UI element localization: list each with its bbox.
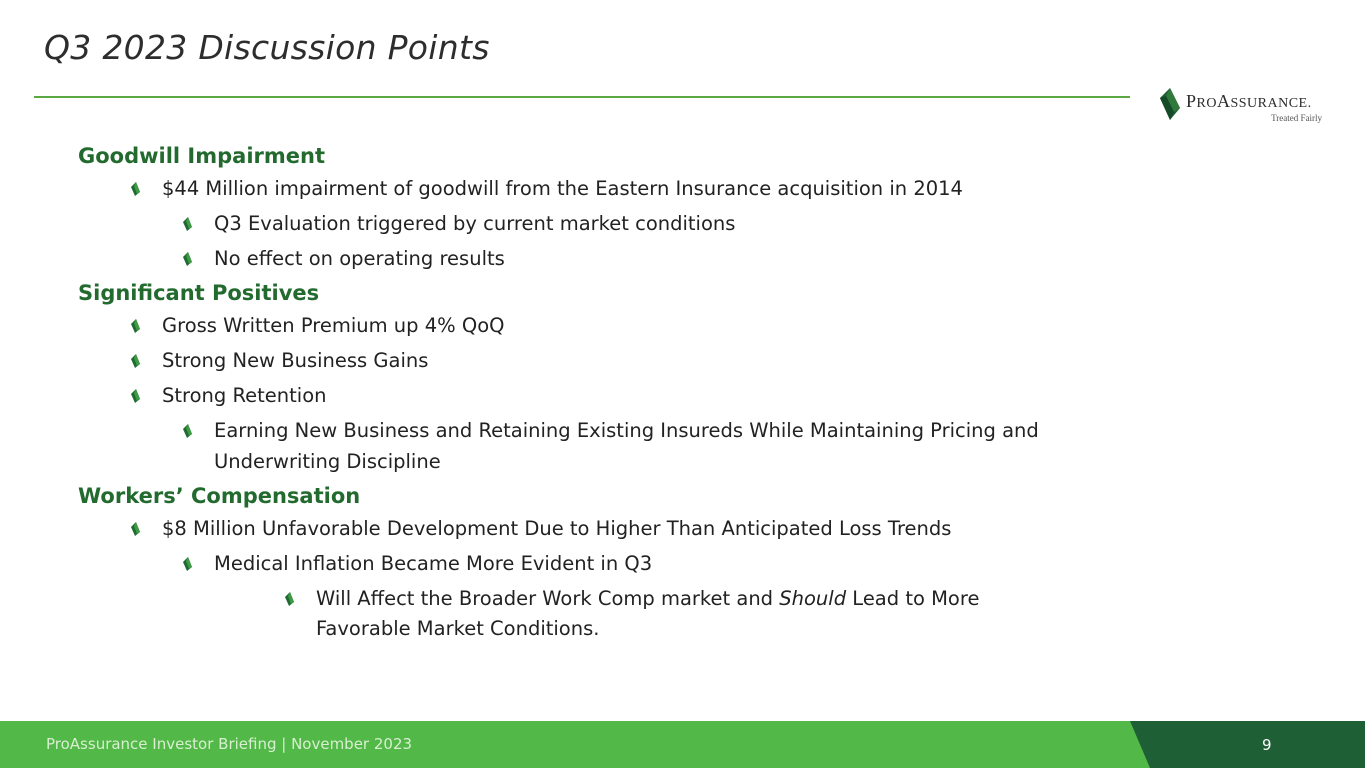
- page-number: 9: [1262, 736, 1272, 754]
- bullet-item: $8 Million Unfavorable Development Due to Higher Than Anticipated Loss Trends: [78, 514, 1128, 545]
- slide-footer: [0, 721, 1365, 768]
- bullet-item: Gross Written Premium up 4% QoQ: [78, 311, 1128, 342]
- title-divider: [34, 96, 1130, 98]
- section-heading-goodwill: Goodwill Impairment: [78, 144, 325, 168]
- footer-page-tab: [1130, 721, 1365, 768]
- slide-content: [78, 140, 1128, 649]
- logo-wordmark: PROASSURANCE.: [1186, 91, 1312, 111]
- slide-title: Q3 2023 Discussion Points: [44, 28, 490, 67]
- leaf-bullet-icon: [130, 389, 141, 403]
- section-heading-workers-comp: Workers’ Compensation: [78, 483, 361, 508]
- leaf-bullet-icon: [130, 319, 141, 333]
- leaf-bullet-icon: [130, 522, 141, 536]
- leaf-bullet-icon: [182, 252, 193, 266]
- bullet-item: Medical Inflation Became More Evident in Q3: [78, 549, 1128, 580]
- bullet-item: $44 Million impairment of goodwill from the Eastern Insurance acquisition in 2014: [78, 174, 1128, 205]
- bullet-item: Strong Retention: [78, 381, 1128, 412]
- bullet-item: No effect on operating results: [78, 244, 1128, 275]
- emphasis-should: Should: [779, 586, 847, 610]
- section-heading-positives: Significant Positives: [78, 281, 320, 305]
- bullet-item: Will Affect the Broader Work Comp market and Should Lead to More Favorable Market Conditions.: [78, 584, 1046, 645]
- leaf-bullet-icon: [182, 424, 193, 438]
- logo-tagline: Treated Fairly: [1271, 113, 1322, 123]
- leaf-bullet-icon: [182, 217, 193, 231]
- leaf-bullet-icon: [130, 354, 141, 368]
- leaf-bullet-icon: [284, 592, 295, 606]
- proassurance-shield-icon: [1158, 86, 1182, 122]
- leaf-bullet-icon: [182, 557, 193, 571]
- bullet-item: Strong New Business Gains: [78, 346, 1128, 377]
- leaf-bullet-icon: [130, 182, 141, 196]
- proassurance-logo: [1158, 86, 1328, 126]
- bullet-item: Q3 Evaluation triggered by current market conditions: [78, 209, 1128, 240]
- footer-text: ProAssurance Investor Briefing | November 2023: [46, 735, 413, 753]
- bullet-item: Earning New Business and Retaining Existing Insureds While Maintaining Pricing and Underwriting Discipline: [78, 416, 1128, 477]
